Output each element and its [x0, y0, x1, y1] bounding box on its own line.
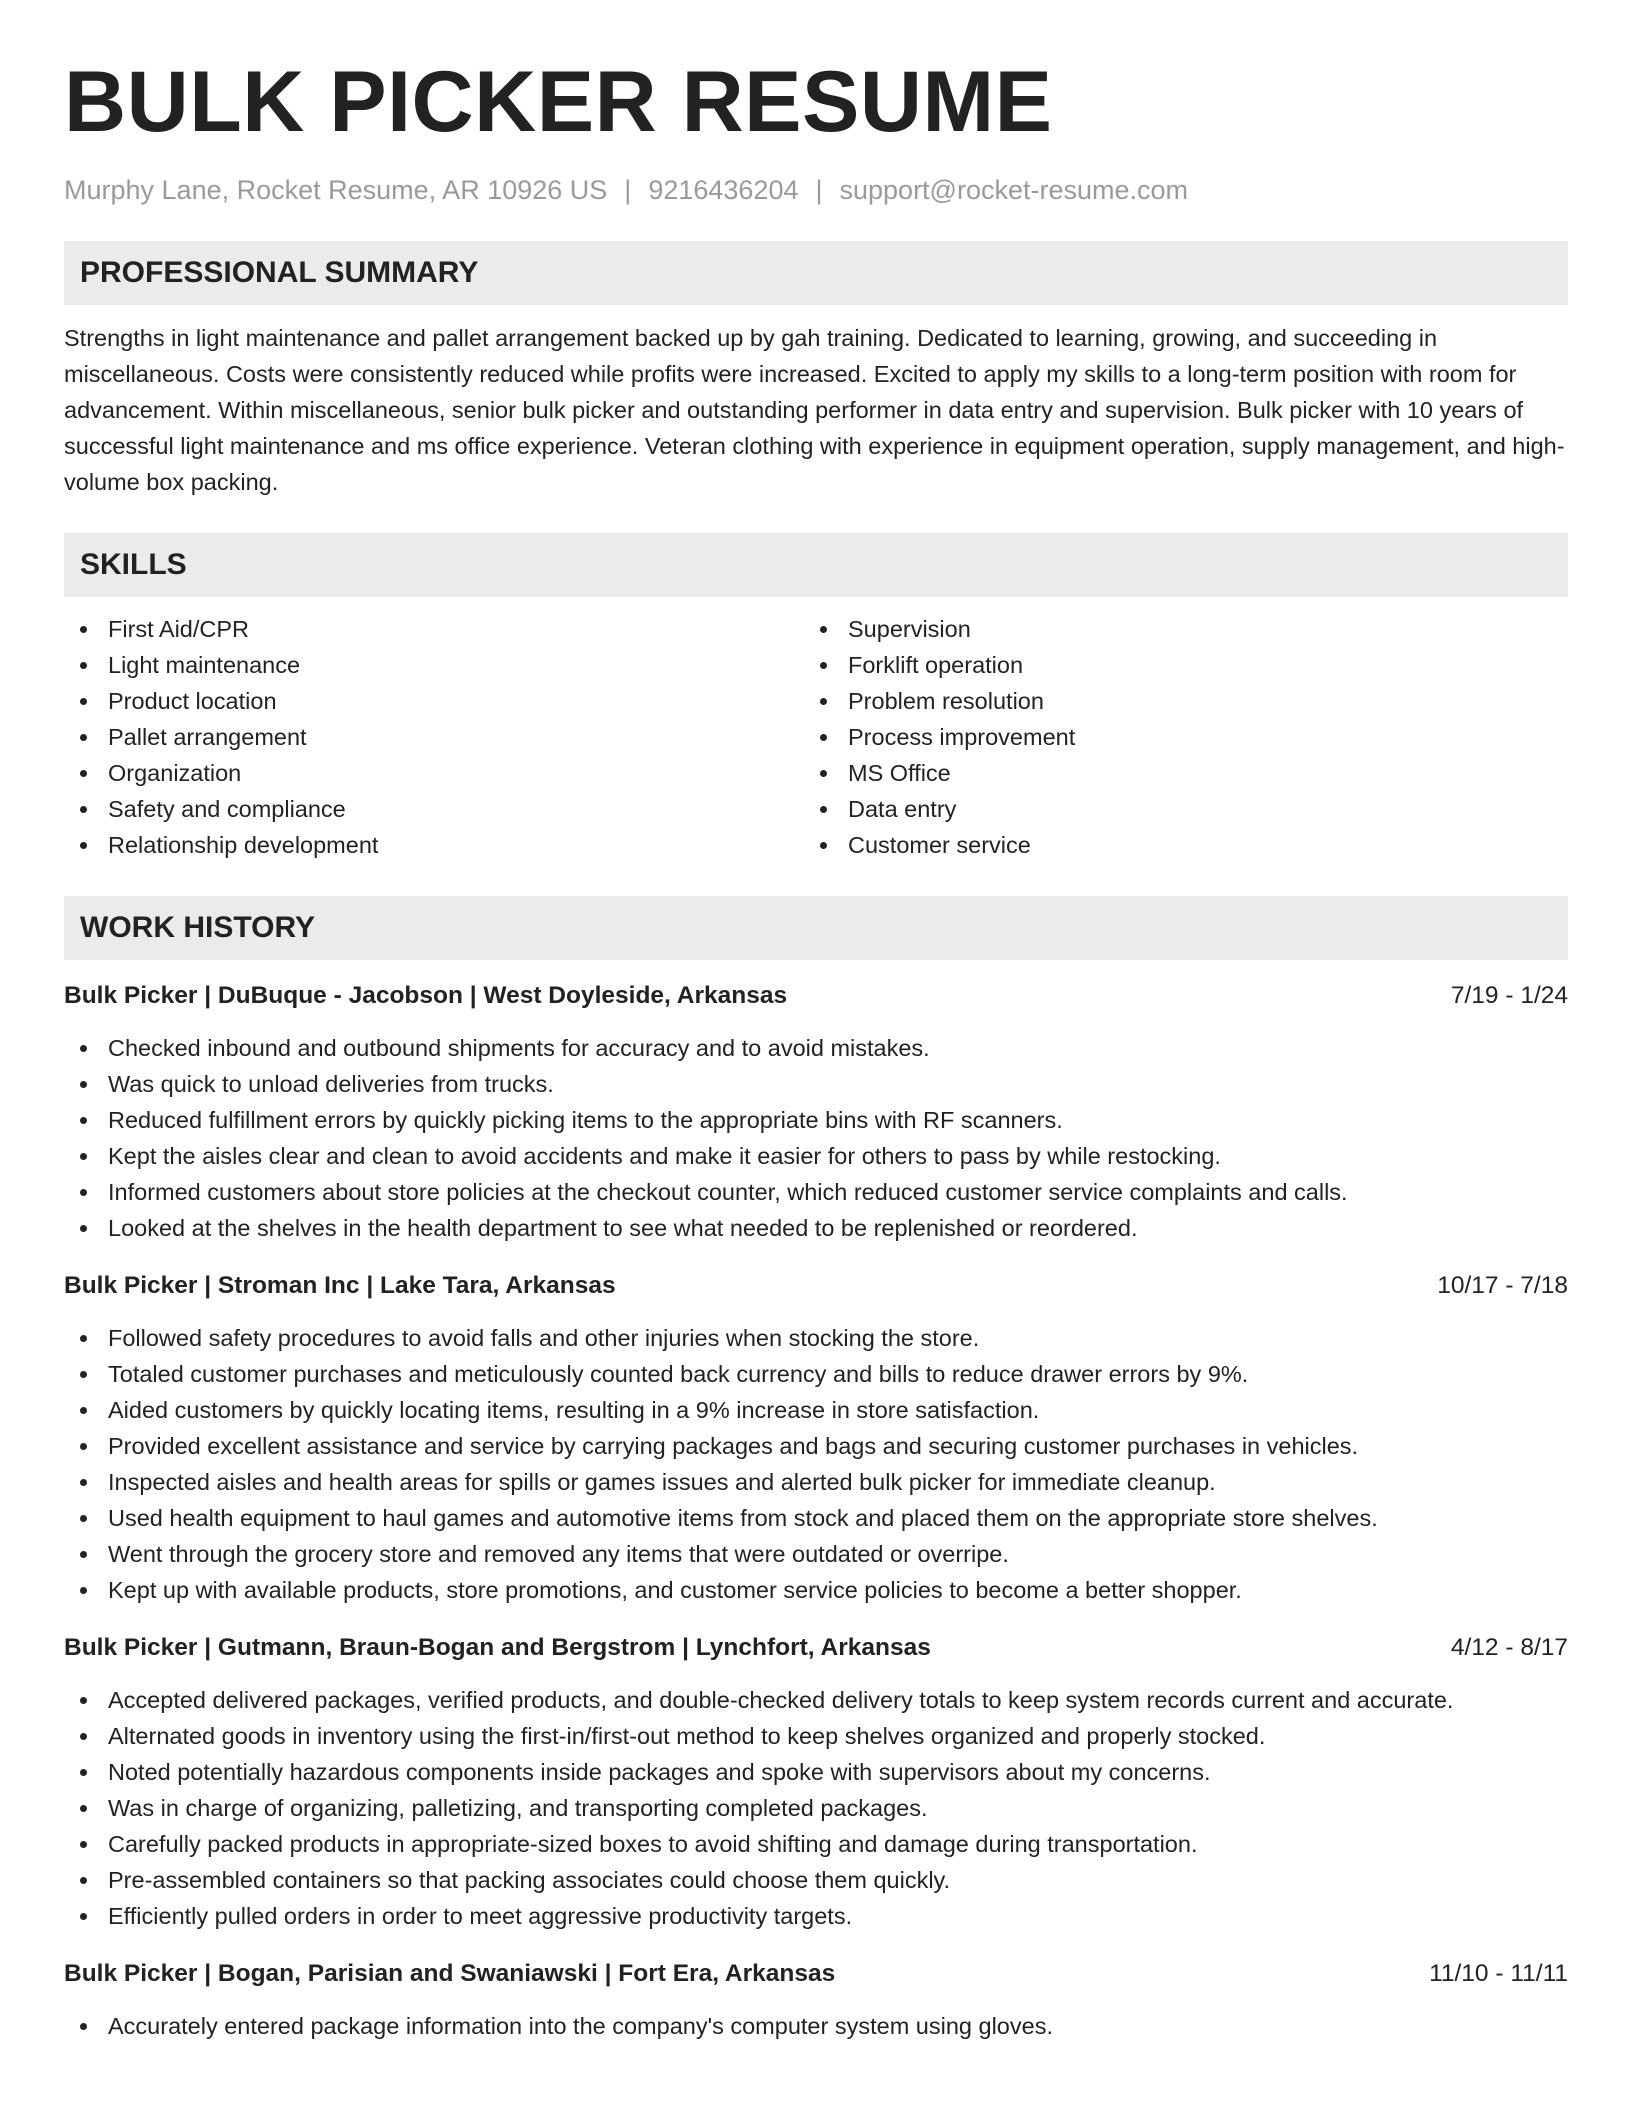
job-title: Bulk Picker | Bogan, Parisian and Swaniawski | Fort Era, Arkansas	[64, 1960, 836, 1987]
skill-item: Light maintenance	[64, 647, 804, 683]
job-bullet: Kept up with available products, store promotions, and customer service policies to become a better shopper.	[64, 1572, 1568, 1608]
job-entry	[64, 1268, 1568, 1608]
job-bullet: Carefully packed products in appropriate-sized boxes to avoid shifting and damage during transportation.	[64, 1826, 1568, 1862]
contact-phone: 9216436204	[648, 175, 799, 205]
job-title: Bulk Picker | Stroman Inc | Lake Tara, Arkansas	[64, 1272, 616, 1299]
skills-section-header	[64, 533, 1568, 597]
skills-column-left	[64, 611, 804, 863]
contact-address: Murphy Lane, Rocket Resume, AR 10926 US	[64, 175, 608, 205]
job-bullet: Totaled customer purchases and meticulously counted back currency and bills to reduce drawer errors by 9%.	[64, 1356, 1568, 1392]
job-header	[64, 1630, 1568, 1666]
summary-section-header	[64, 241, 1568, 305]
contact-separator: |	[624, 175, 632, 205]
job-bullet: Was quick to unload deliveries from trucks.	[64, 1066, 1568, 1102]
resume-title: BULK PICKER RESUME	[64, 54, 1053, 150]
job-entry	[64, 1956, 1568, 2044]
job-title: Bulk Picker | DuBuque - Jacobson | West Doyleside, Arkansas	[64, 982, 788, 1009]
skill-item: Organization	[64, 755, 804, 791]
skill-item: MS Office	[804, 755, 1544, 791]
job-bullet: Looked at the shelves in the health department to see what needed to be replenished or reordered.	[64, 1210, 1568, 1246]
skill-item: Process improvement	[804, 719, 1544, 755]
job-bullets	[64, 1682, 1568, 1934]
job-bullet: Accurately entered package information into the company's computer system using gloves.	[64, 2008, 1568, 2044]
job-dates: 4/12 - 8/17	[1450, 1634, 1568, 1661]
job-bullet: Followed safety procedures to avoid falls and other injuries when stocking the store.	[64, 1320, 1568, 1356]
job-bullet: Pre-assembled containers so that packing associates could choose them quickly.	[64, 1862, 1568, 1898]
job-bullets	[64, 1320, 1568, 1608]
skill-item: First Aid/CPR	[64, 611, 804, 647]
job-dates: 10/17 - 7/18	[1437, 1272, 1568, 1299]
job-dates: 7/19 - 1/24	[1450, 982, 1568, 1009]
job-bullet: Checked inbound and outbound shipments for accuracy and to avoid mistakes.	[64, 1030, 1568, 1066]
skill-item: Customer service	[804, 827, 1544, 863]
work-history-heading: WORK HISTORY	[80, 911, 316, 944]
job-bullet: Went through the grocery store and removed any items that were outdated or overripe.	[64, 1536, 1568, 1572]
summary-heading: PROFESSIONAL SUMMARY	[80, 256, 479, 289]
skills-list	[64, 611, 1568, 863]
job-bullet: Was in charge of organizing, palletizing, and transporting completed packages.	[64, 1790, 1568, 1826]
summary-text: Strengths in light maintenance and pallet arrangement backed up by gah training. Dedicated to learning, growing, and succeeding in miscellaneous. Costs were consistently reduced while profits were increased. Excited to apply my skills to a long-term position with room for advancement. Within miscellaneous, senior bulk picker and outstanding performer in data entry and supervision. Bulk picker with 10 years of successful light maintenance and ms office experience. Veteran clothing with experience in equipment operation, supply management, and high-volume box packing.	[64, 325, 1565, 495]
skill-item: Relationship development	[64, 827, 804, 863]
job-bullets	[64, 2008, 1568, 2044]
contact-line	[64, 172, 1568, 208]
skill-item: Data entry	[804, 791, 1544, 827]
job-bullet: Kept the aisles clear and clean to avoid accidents and make it easier for others to pass by while restocking.	[64, 1138, 1568, 1174]
skill-item: Product location	[64, 683, 804, 719]
job-bullet: Accepted delivered packages, verified products, and double-checked delivery totals to keep system records current and accurate.	[64, 1682, 1568, 1718]
skills-column-right	[804, 611, 1544, 863]
job-bullet: Aided customers by quickly locating items, resulting in a 9% increase in store satisfaction.	[64, 1392, 1568, 1428]
job-header	[64, 1268, 1568, 1304]
job-title: Bulk Picker | Gutmann, Braun-Bogan and Bergstrom | Lynchfort, Arkansas	[64, 1634, 931, 1661]
job-bullet: Alternated goods in inventory using the first-in/first-out method to keep shelves organized and properly stocked.	[64, 1718, 1568, 1754]
contact-separator: |	[815, 175, 823, 205]
job-entry	[64, 978, 1568, 1246]
job-bullet: Informed customers about store policies at the checkout counter, which reduced customer service complaints and calls.	[64, 1174, 1568, 1210]
job-header	[64, 1956, 1568, 1992]
skill-item: Problem resolution	[804, 683, 1544, 719]
job-header	[64, 978, 1568, 1014]
job-entry	[64, 1630, 1568, 1934]
contact-email: support@rocket-resume.com	[839, 175, 1189, 205]
job-bullets	[64, 1030, 1568, 1246]
job-bullet: Inspected aisles and health areas for spills or games issues and alerted bulk picker for immediate cleanup.	[64, 1464, 1568, 1500]
job-dates: 11/10 - 11/11	[1429, 1960, 1568, 1987]
job-bullet: Noted potentially hazardous components inside packages and spoke with supervisors about my concerns.	[64, 1754, 1568, 1790]
skill-item: Safety and compliance	[64, 791, 804, 827]
skill-item: Pallet arrangement	[64, 719, 804, 755]
job-bullet: Reduced fulfillment errors by quickly picking items to the appropriate bins with RF scanners.	[64, 1102, 1568, 1138]
skills-heading: SKILLS	[80, 548, 187, 581]
job-bullet: Provided excellent assistance and service by carrying packages and bags and securing customer purchases in vehicles.	[64, 1428, 1568, 1464]
work-history-section-header	[64, 896, 1568, 960]
skill-item: Forklift operation	[804, 647, 1544, 683]
job-bullet: Efficiently pulled orders in order to meet aggressive productivity targets.	[64, 1898, 1568, 1934]
job-bullet: Used health equipment to haul games and automotive items from stock and placed them on the appropriate store shelves.	[64, 1500, 1568, 1536]
skill-item: Supervision	[804, 611, 1544, 647]
